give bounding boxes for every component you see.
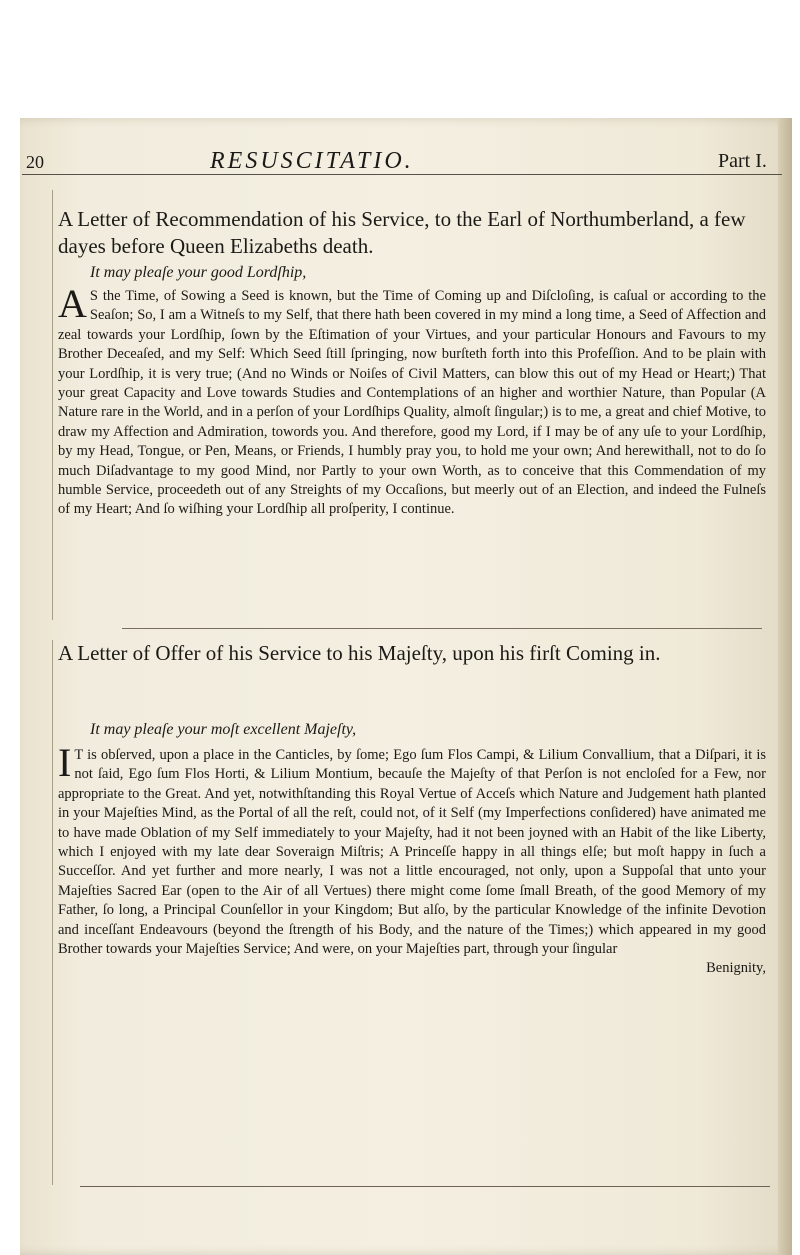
drop-cap: I (58, 740, 72, 785)
bottom-rule (80, 1186, 770, 1187)
letter-salutation-northumberland: It may pleaſe your good Lordſhip, (90, 264, 307, 281)
drop-cap: A (58, 281, 87, 326)
letter-body-text: S the Time, of Sowing a Seed is known, but the Time of Coming up and Diſcloſing, is caſual or according to the Seaſon; So, I am a Witneſs to my Self, that there hath been covered in my mind a long time, a Seed of Affection and zeal towards your Lordſhip, ſown by the Eſtimation of your Virtues, and your particular Honours and Favours to my Brother Deceaſed, and my Self: Which Seed ſtill ſpringing, now burſteth forth into this Profeſſion. And to be plain with your Lordſhip, it is very true; (And no Winds or Noiſes of Civil Matters, can blow this out of my Head or Heart;) That your great Capacity and Love towards Studies and Contemplations of an higher and worthier Nature, than Popular (A Nature rare in the World, and in a perſon of your Lordſhips Quality, almoſt ſingular;) is to me, a great and chief Motive, to draw my Affection and Admiration, towords you. And therefore, good my Lord, if I may be of any uſe to your Lordſhip, by my Head, Tongue, or Pen, Means, or Friends, I humbly pray you, to hold me your own; And herewithall, not to do ſo much Diſadvantage to my good Mind, nor Partly to your own Worth, as to conceive that this Commendation of my humble Service, proceedeth out of any Streights of my Occaſions, but meerly out of an Election, and indeed the Fulneſs of my Heart; And ſo wiſhing your Lordſhip all proſperity, I continue. (58, 288, 766, 518)
running-title: RESUSCITATIO. (210, 148, 414, 174)
letter-body-text: T is obſerved, upon a place in the Canticles, by ſome; Ego ſum Flos Campi, & Lilium Convallium, that a Diſpari, it is not ſaid, Ego ſum Flos Horti, & Lilium Montium, becauſe the Majeſty of that Perſon is not encloſed for a Few, nor appropriate to the Great. And yet, notwithſtanding this Royal Vertue of Acceſs which Nature and Judgement hath planted in your Majeſties Mind, as the Portal of all the reſt, could not, of it Self (my Imperfections conſidered) have animated me to have made Oblation of my Self immediately to your Majeſty, had it not been joyned with an Habit of the like Liberty, which I enjoyed with my late dear Soveraign Miſtris; A Princeſſe happy in all things elſe; but moſt happy in ſuch a Succeſſor. And yet further and more nearly, I was not a little encouraged, not only, upon a Suppoſal that unto your Majeſties Sacred Ear (open to the Air of all Vertues) there might come ſome ſmall Breath, of the good Memory of my Father, ſo long, a Principal Counſellor in your Kingdom; But alſo, by the particular Knowledge of the infinite Devotion and inceſſant Endeavours (beyond the ſtrength of his Body, and the nature of the Times;) which appeared in my good Brother towards your Majeſties Service; And were, on your Majeſties part, through your ſingular (58, 747, 766, 958)
margin-rule (52, 190, 53, 620)
letter-salutation-majesty: It may pleaſe your moſt excellent Majeſty, (90, 721, 357, 738)
letter-heading-majesty: A Letter of Offer of his Service to his Majeſty, upon his firſt Coming in. (58, 641, 661, 665)
page-edge (778, 118, 792, 1255)
part-label: Part I. (718, 150, 767, 172)
header-rule (22, 174, 782, 175)
margin-rule (52, 640, 53, 1185)
letter-body-majesty (58, 740, 766, 979)
letter-heading-northumberland: A Letter of Recommendation of his Service, to the Earl of Northumberland, a few dayes before Queen Elizabeths death. (58, 207, 746, 258)
section-divider (122, 628, 762, 629)
letter-body-northumberland (58, 281, 766, 520)
catchword: Benignity, (706, 960, 766, 977)
page-number: 20 (26, 152, 44, 172)
